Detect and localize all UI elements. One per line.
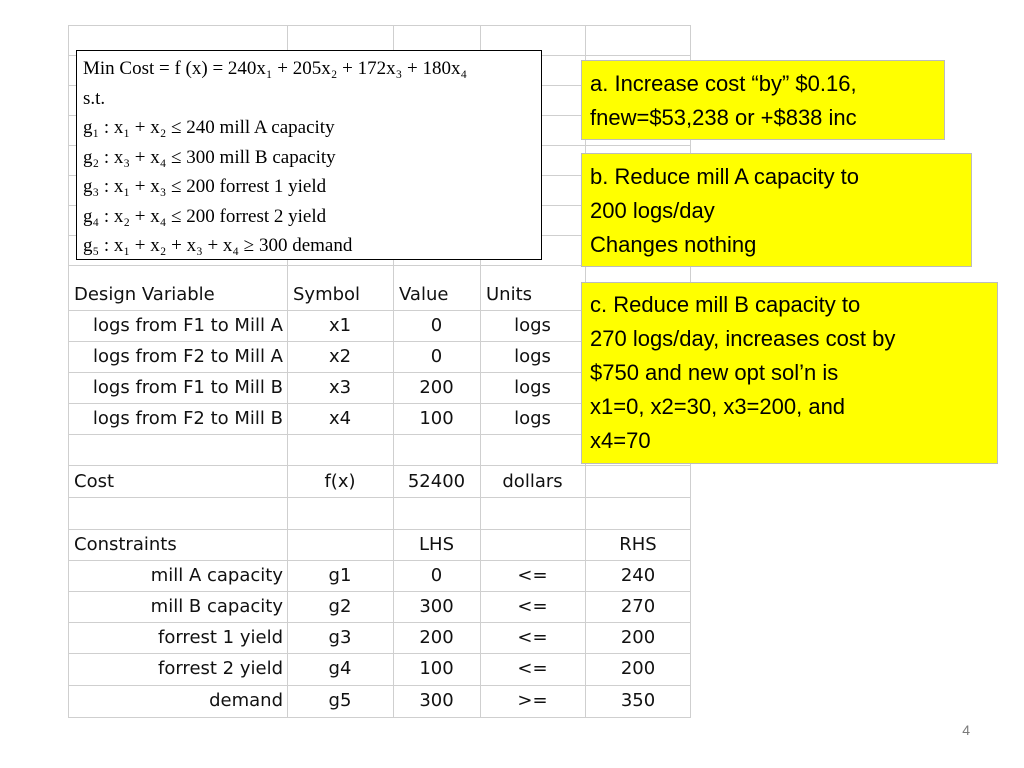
rhs-cell[interactable]: 200 [620, 658, 656, 679]
cost-label[interactable]: Cost [74, 471, 115, 492]
constraint-name-cell[interactable]: forrest 1 yield [158, 627, 283, 648]
lhs-cell[interactable]: 300 [419, 690, 454, 711]
operator-cell[interactable]: <= [517, 627, 548, 648]
constraint-name-cell[interactable]: demand [209, 690, 283, 711]
symbol-cell[interactable]: x3 [328, 377, 352, 398]
constraint-line: g₅ : x₁ + x₂ + x₃ + x₄ ≥ 300 demand [83, 235, 353, 256]
symbol-cell[interactable]: x4 [328, 408, 352, 429]
value-cell[interactable]: 200 [419, 377, 454, 398]
callout-line: x1=0, x2=30, x3=200, and [590, 394, 846, 419]
grid-line [68, 25, 691, 26]
cost-symbol[interactable]: f(x) [324, 471, 356, 492]
header-units[interactable]: Units [486, 284, 533, 305]
operator-cell[interactable]: <= [517, 658, 548, 679]
header-rhs[interactable]: RHS [619, 534, 657, 555]
symbol-cell[interactable]: x2 [328, 346, 352, 367]
constraint-symbol-cell[interactable]: g4 [328, 658, 352, 679]
callout-line: x4=70 [590, 428, 651, 453]
grid-line [68, 497, 691, 498]
value-cell[interactable]: 100 [419, 408, 454, 429]
header-lhs[interactable]: LHS [419, 534, 454, 555]
rhs-cell[interactable]: 270 [620, 596, 656, 617]
operator-cell[interactable]: <= [517, 565, 548, 586]
constraint-line: g₃ : x₁ + x₃ ≤ 200 forrest 1 yield [83, 176, 327, 197]
rhs-cell[interactable]: 200 [620, 627, 656, 648]
callout-line: a. Increase cost “by” $0.16, [590, 71, 857, 96]
cost-value[interactable]: 52400 [407, 471, 466, 492]
header-value[interactable]: Value [399, 284, 449, 305]
rhs-cell[interactable]: 240 [620, 565, 656, 586]
objective-line: Min Cost = f (x) = 240x₁ + 205x₂ + 172x₃ + 180x₄ [83, 58, 468, 79]
formulation-box[interactable] [76, 50, 542, 260]
rhs-cell[interactable]: 350 [620, 690, 656, 711]
grid-line [68, 717, 691, 718]
callout-line: fnew=$53,238 or +$838 inc [590, 105, 857, 130]
constraint-symbol-cell[interactable]: g3 [328, 627, 352, 648]
value-cell[interactable]: 0 [430, 346, 443, 367]
page-number: 4 [962, 722, 970, 738]
operator-cell[interactable]: <= [517, 596, 548, 617]
header-symbol[interactable]: Symbol [293, 284, 361, 305]
cost-units[interactable]: dollars [502, 471, 563, 492]
symbol-cell[interactable]: x1 [328, 315, 352, 336]
lhs-cell[interactable]: 100 [419, 658, 454, 679]
units-cell[interactable]: logs [514, 377, 551, 398]
constraint-line: g₂ : x₃ + x₄ ≤ 300 mill B capacity [83, 146, 336, 168]
constraint-name-cell[interactable]: mill A capacity [150, 565, 283, 586]
lhs-cell[interactable]: 200 [419, 627, 454, 648]
callout-line: 200 logs/day [590, 198, 715, 223]
lhs-cell[interactable]: 0 [430, 565, 443, 586]
design-variable-cell[interactable]: logs from F2 to Mill B [92, 408, 283, 429]
constraint-symbol-cell[interactable]: g1 [328, 565, 352, 586]
design-variable-cell[interactable]: logs from F1 to Mill B [92, 377, 283, 398]
constraint-symbol-cell[interactable]: g2 [328, 596, 352, 617]
header-constraints[interactable]: Constraints [74, 534, 177, 555]
callout-line: Changes nothing [590, 232, 757, 257]
subject-to-line: s.t. [83, 87, 106, 109]
units-cell[interactable]: logs [514, 315, 551, 336]
units-cell[interactable]: logs [514, 346, 551, 367]
design-variable-cell[interactable]: logs from F2 to Mill A [92, 346, 283, 367]
units-cell[interactable]: logs [514, 408, 551, 429]
constraint-name-cell[interactable]: mill B capacity [150, 596, 283, 617]
callout-line: 270 logs/day, increases cost by [590, 326, 896, 351]
callout-c[interactable] [581, 282, 998, 464]
callout-line: c. Reduce mill B capacity to [590, 292, 861, 317]
callout-line: b. Reduce mill A capacity to [590, 164, 860, 189]
constraint-name-cell[interactable]: forrest 2 yield [158, 658, 283, 679]
callout-a[interactable] [581, 60, 945, 140]
constraint-symbol-cell[interactable]: g5 [328, 690, 352, 711]
constraint-line: g₄ : x₂ + x₄ ≤ 200 forrest 2 yield [83, 205, 327, 227]
operator-cell[interactable]: >= [517, 690, 548, 711]
constraint-line: g₁ : x₁ + x₂ ≤ 240 mill A capacity [83, 117, 335, 138]
header-design-variable[interactable]: Design Variable [74, 284, 215, 305]
design-variable-cell[interactable]: logs from F1 to Mill A [92, 315, 283, 336]
lhs-cell[interactable]: 300 [419, 596, 454, 617]
value-cell[interactable]: 0 [430, 315, 443, 336]
callout-b[interactable] [581, 153, 972, 267]
callout-line: $750 and new opt sol’n is [590, 360, 839, 385]
